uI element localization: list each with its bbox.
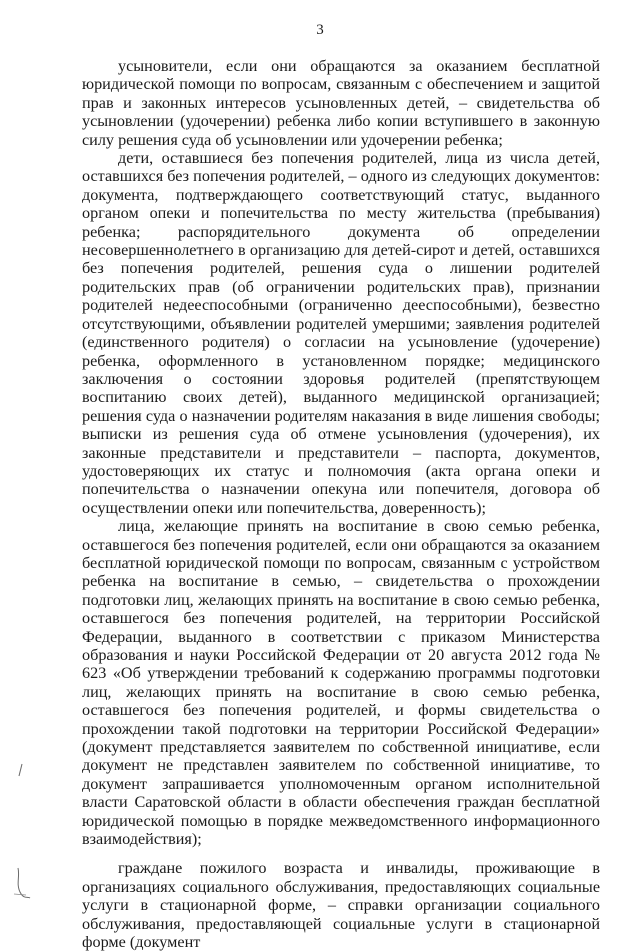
paragraph-foster-applicants: лица, желающие принять на воспитание в свою семью ребенка, оставшегося без попечения родителей, если они обращаются за оказанием бесплатной юридической помощи по вопросам, связанным с устройством ребенка на воспитание в семью, – свидетельства о прохождении подготовки лиц, желающих принять на воспитание в свою семью ребенка, оставшегося без попечения родителей, на территории Российской Федерации, выданного в соответствии с приказом Министерства образования и науки Российской Федерации от 20 августа 2012 года № 623 «Об утверждении требований к содержанию программы подготовки лиц, желающих принять на воспитание в свою семью ребенка, оставшегося без попечения родителей, и формы свидетельства о прохождении такой подготовки на территории Российской Федерации» (документ представляется заявителем по собственной инициативе, если документ не представлен заявителем по собственной инициативе, то документ запрашивается уполномоченным органом исполнительной власти Саратовской области в области обеспечения граждан бесплатной юридической помощью в порядке межведомственного информационного взаимодействия); — [82, 517, 600, 849]
paragraph-adoptive-parents: усыновители, если они обращаются за оказанием бесплатной юридической помощи по вопросам, связанным с обеспечением и защитой прав и законных интересов усыновленных детей, – свидетельства об усыновлении (удочерении) ребенка либо копии вступившего в законную силу решения суда об усыновлении или удочерении ребенка; — [82, 57, 600, 149]
paragraph-orphaned-children: дети, оставшиеся без попечения родителей, лица из числа детей, оставшихся без попечения родителей, – одного из следующих документов: документа, подтверждающего соответствующий статус, выданного органом опеки и попечительства по месту жительства (пребывания) ребенка; распорядительного документа об определении несовершеннолетнего в организацию для детей-сирот и детей, оставшихся без попечения родителей, решения суда о лишении родителей родительских прав (об ограничении родительских прав), признании родителей недееспособными (ограниченно дееспособными), безвестно отсутствующими, объявлении родителей умершими; заявления родителей (единственного родителя) о согласии на усыновление (удочерение) ребенка, оформленного в установленном порядке; медицинского заключения о состоянии здоровья родителей (препятствующем воспитанию своих детей), выданного медицинской организацией; решения суда о назначении родителям наказания в виде лишения свободы; выписки из решения суда об отмене усыновления (удочерения), их законные представители и представители – паспорта, документов, удостоверяющих их статус и полномочия (акта органа опеки и попечительства о назначении опекуна или попечителя, договора об осуществлении опеки или попечительства, доверенность); — [82, 149, 600, 517]
margin-signature-scribble-icon — [8, 862, 36, 902]
document-body — [82, 57, 600, 952]
paragraph-elderly-disabled: граждане пожилого возраста и инвалиды, проживающие в организациях социального обслуживания, предоставляющих социальные услуги в стационарной форме, – справки организации социального обслуживания, предоставляющей социальные услуги в стационарной форме (документ — [82, 859, 600, 952]
page-number: 3 — [316, 22, 324, 38]
margin-pen-mark-icon — [8, 762, 36, 802]
